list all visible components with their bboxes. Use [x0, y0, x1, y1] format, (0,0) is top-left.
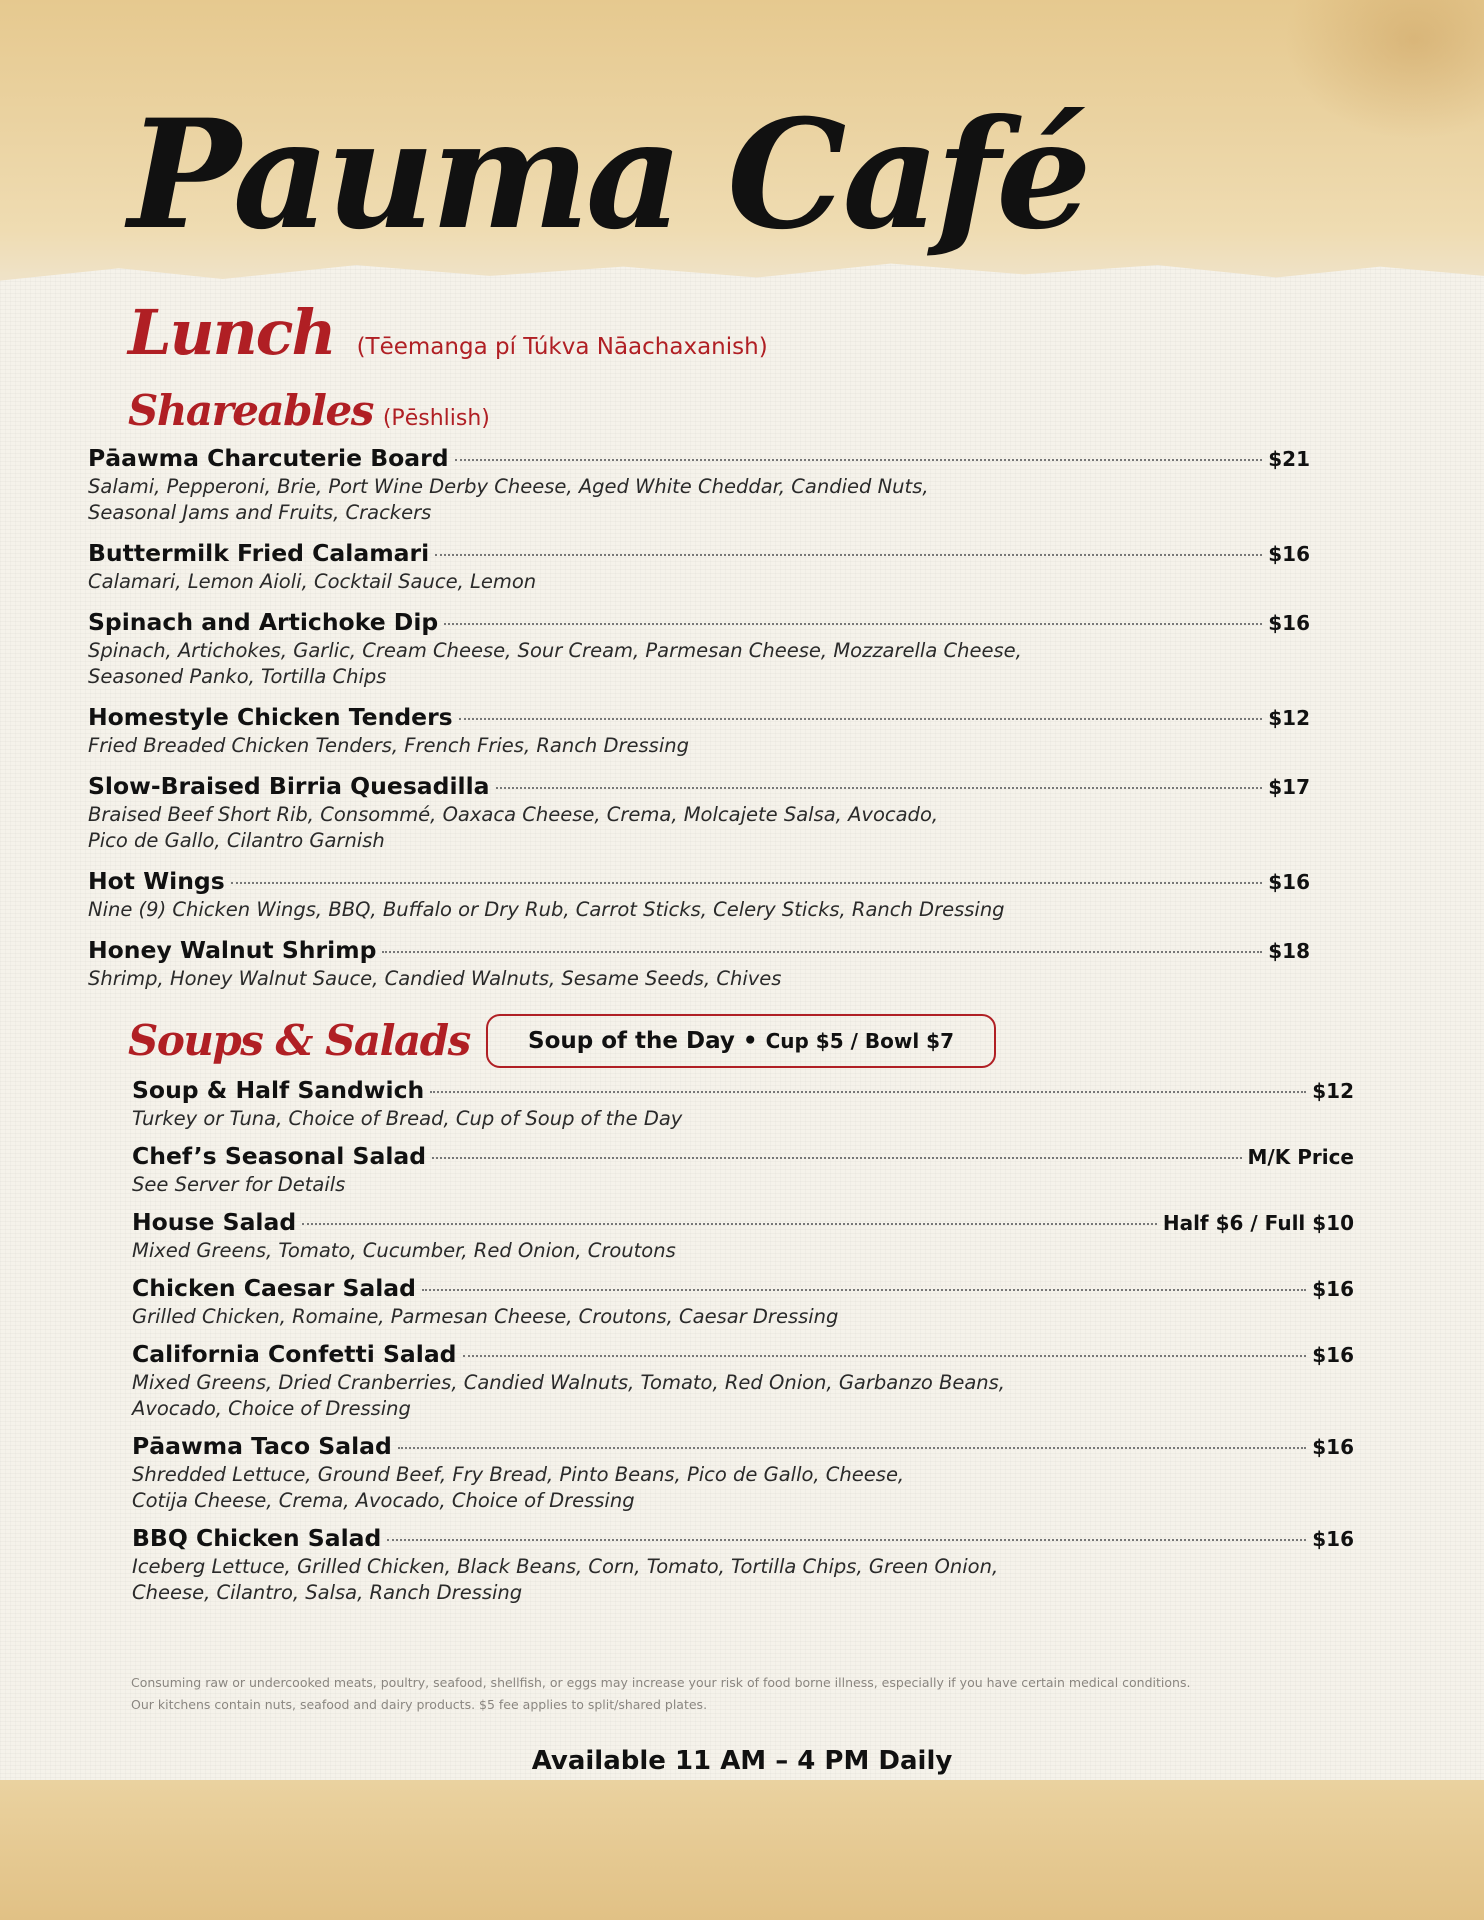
menu-item-description: Nine (9) Chicken Wings, BBQ, Buffalo or Dry Rub, Carrot Sticks, Celery Sticks, Ranch Dressing — [88, 898, 1005, 921]
menu-item-header — [132, 1340, 1354, 1370]
menu-item — [88, 539, 1310, 595]
menu-item-header — [88, 444, 1310, 474]
menu-item-header — [132, 1274, 1354, 1304]
dotted-leader — [432, 1157, 1241, 1159]
menu-item-description: Shredded Lettuce, Ground Beef, Fry Bread, Pinto Beans, Pico de Gallo, Cheese, — [132, 1463, 905, 1486]
menu-item-price: $16 — [1312, 1277, 1354, 1301]
menu-item-name: Soup & Half Sandwich — [132, 1076, 425, 1104]
menu-item-price: M/K Price — [1247, 1145, 1354, 1169]
menu-item-description: Spinach, Artichokes, Garlic, Cream Cheese, Sour Cream, Parmesan Cheese, Mozzarella Cheese, — [88, 639, 1022, 662]
menu-item-price: $21 — [1268, 447, 1310, 471]
soups-salads-heading — [128, 1016, 470, 1065]
shareables-native-title: (Pēshlish) — [382, 406, 490, 431]
menu-item-description: Pico de Gallo, Cilantro Garnish — [88, 829, 385, 852]
menu-item-header — [88, 867, 1310, 897]
menu-item-name: Chef’s Seasonal Salad — [132, 1142, 427, 1170]
menu-item-description: Avocado, Choice of Dressing — [132, 1397, 411, 1420]
dotted-leader — [459, 718, 1263, 720]
menu-item — [132, 1076, 1354, 1132]
dotted-leader — [422, 1289, 1306, 1291]
soup-of-the-day-badge — [486, 1014, 996, 1068]
dotted-leader — [435, 554, 1262, 556]
menu-item-header — [88, 703, 1310, 733]
menu-item-description: Salami, Pepperoni, Brie, Port Wine Derby Cheese, Aged White Cheddar, Candied Nuts, — [88, 475, 929, 498]
menu-item-header — [88, 608, 1310, 638]
menu-item — [88, 867, 1310, 923]
menu-item-price: $16 — [1268, 611, 1310, 635]
menu-item-name: Hot Wings — [88, 867, 225, 895]
soups-salads-title: Soups & Salads — [128, 1016, 470, 1065]
menu-item-description: Cotija Cheese, Crema, Avocado, Choice of Dressing — [132, 1489, 635, 1512]
dotted-leader — [231, 882, 1263, 884]
menu-item-price: $16 — [1312, 1343, 1354, 1367]
menu-item-description: Mixed Greens, Tomato, Cucumber, Red Onion, Croutons — [132, 1239, 676, 1262]
menu-item-name: House Salad — [132, 1208, 297, 1236]
menu-item — [132, 1142, 1354, 1198]
soups-salads-list — [132, 1076, 1354, 1606]
dotted-leader — [463, 1355, 1307, 1357]
disclaimer-line: Consuming raw or undercooked meats, poultry, seafood, shellfish, or eggs may increase your risk of food borne illness, especially if you have certain medical conditions. — [131, 1675, 1191, 1690]
menu-item — [88, 772, 1310, 854]
menu-item-header — [88, 936, 1310, 966]
lunch-heading — [128, 296, 768, 369]
cafe-title: Pauma Café — [128, 87, 1088, 263]
soup-of-the-day-price: Cup $5 / Bowl $7 — [765, 1029, 954, 1053]
menu-item-description: Grilled Chicken, Romaine, Parmesan Cheese, Croutons, Caesar Dressing — [132, 1305, 839, 1328]
lunch-title: Lunch — [128, 296, 335, 369]
disclaimer-line: Our kitchens contain nuts, seafood and dairy products. $5 fee applies to split/shared plates. — [131, 1697, 708, 1712]
menu-item-header — [132, 1076, 1354, 1106]
kraft-bottom-band — [0, 1780, 1484, 1920]
menu-item-header — [132, 1524, 1354, 1554]
menu-item-name: Spinach and Artichoke Dip — [88, 608, 439, 636]
menu-item — [132, 1340, 1354, 1422]
menu-item — [132, 1524, 1354, 1606]
menu-item-description: Shrimp, Honey Walnut Sauce, Candied Walnuts, Sesame Seeds, Chives — [88, 967, 782, 990]
shareables-title: Shareables — [128, 386, 373, 435]
menu-item-name: Chicken Caesar Salad — [132, 1274, 416, 1302]
menu-item-price: $16 — [1312, 1435, 1354, 1459]
menu-item-description: Seasoned Panko, Tortilla Chips — [88, 665, 387, 688]
menu-item-header — [132, 1208, 1354, 1238]
menu-item-header — [88, 539, 1310, 569]
menu-item-price: $17 — [1268, 775, 1310, 799]
paper-stain — [1284, 0, 1484, 140]
menu-item-price: $16 — [1268, 870, 1310, 894]
menu-item-name: Buttermilk Fried Calamari — [88, 539, 430, 567]
menu-item-price: $18 — [1268, 939, 1310, 963]
dotted-leader — [302, 1223, 1157, 1225]
menu-item-price: $16 — [1268, 542, 1310, 566]
menu-item-header — [132, 1142, 1354, 1172]
menu-item-price: $16 — [1312, 1527, 1354, 1551]
shareables-heading — [128, 386, 490, 435]
menu-item — [132, 1274, 1354, 1330]
menu-item — [88, 703, 1310, 759]
menu-item-description: Braised Beef Short Rib, Consommé, Oaxaca Cheese, Crema, Molcajete Salsa, Avocado, — [88, 803, 939, 826]
shareables-list — [88, 444, 1310, 992]
dotted-leader — [398, 1447, 1306, 1449]
hours-of-service: Available 11 AM – 4 PM Daily — [531, 1746, 953, 1776]
menu-item-name: Slow-Braised Birria Quesadilla — [88, 772, 490, 800]
menu-item-description: Fried Breaded Chicken Tenders, French Fries, Ranch Dressing — [88, 734, 689, 757]
menu-item — [88, 936, 1310, 992]
menu-item-description: Calamari, Lemon Aioli, Cocktail Sauce, Lemon — [88, 570, 537, 593]
menu-item-description: See Server for Details — [132, 1173, 346, 1196]
menu-item-description: Seasonal Jams and Fruits, Crackers — [88, 501, 432, 524]
menu-item-header — [88, 772, 1310, 802]
menu-item — [88, 444, 1310, 526]
bullet-separator: • — [742, 1028, 758, 1054]
dotted-leader — [382, 951, 1262, 953]
menu-item-name: Pāawma Charcuterie Board — [88, 444, 449, 472]
menu-item-price: Half $6 / Full $10 — [1162, 1211, 1354, 1235]
menu-item-header — [132, 1432, 1354, 1462]
dotted-leader — [430, 1091, 1306, 1093]
menu-item — [132, 1432, 1354, 1514]
dotted-leader — [444, 623, 1262, 625]
menu-item-price: $12 — [1312, 1079, 1354, 1103]
menu-item-name: BBQ Chicken Salad — [132, 1524, 382, 1552]
menu-item-name: Pāawma Taco Salad — [132, 1432, 392, 1460]
dotted-leader — [455, 459, 1263, 461]
menu-item-description: Turkey or Tuna, Choice of Bread, Cup of Soup of the Day — [132, 1107, 683, 1130]
soup-of-the-day-label: Soup of the Day — [528, 1028, 735, 1054]
menu-item-description: Iceberg Lettuce, Grilled Chicken, Black Beans, Corn, Tomato, Tortilla Chips, Green Onion, — [132, 1555, 999, 1578]
menu-item-description: Mixed Greens, Dried Cranberries, Candied Walnuts, Tomato, Red Onion, Garbanzo Beans, — [132, 1371, 1005, 1394]
menu-item-description: Cheese, Cilantro, Salsa, Ranch Dressing — [132, 1581, 523, 1604]
menu-item-name: California Confetti Salad — [132, 1340, 457, 1368]
menu-item-price: $12 — [1268, 706, 1310, 730]
dotted-leader — [496, 787, 1263, 789]
lunch-native-title: (Tēemanga pí Túkva Nāachaxanish) — [356, 334, 768, 360]
food-safety-disclaimer — [131, 1672, 1371, 1716]
dotted-leader — [387, 1539, 1306, 1541]
menu-item — [132, 1208, 1354, 1264]
menu-item-name: Homestyle Chicken Tenders — [88, 703, 453, 731]
menu-item-name: Honey Walnut Shrimp — [88, 936, 377, 964]
menu-item — [88, 608, 1310, 690]
